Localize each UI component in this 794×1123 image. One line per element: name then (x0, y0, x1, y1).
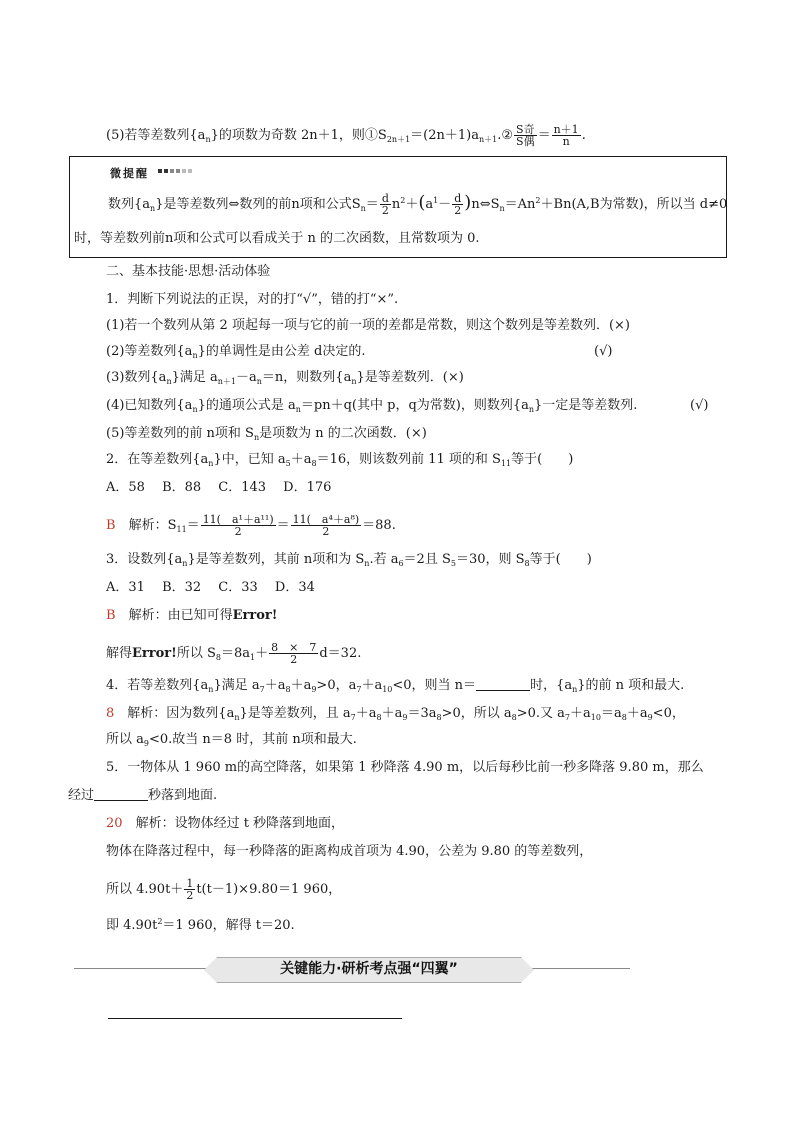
q4-solution-1: 8 解析：因为数列$\{a_n\}$是等差数列，且 $a_7+a_8+a_9=3a_8>0$，所以 $a_8>0$.又 $a_7+a_{10}=a_8+a_9<0$， (106, 706, 685, 722)
q4-stem: 4．若等差数列$\{a_n\}$满足 $a_7+a_8+a_9>0$，$a_7+a_{10}<0$，则当 n＝ 时，$\{a_n\}$的前 n 项和最大. (106, 678, 685, 694)
fraction-n1-n: $\frac{n+1}{n}$ (553, 123, 579, 148)
q2-solution: B 解析：$S_{11}=$ $\frac{\text{11( a¹＋a¹¹)}}{2}$ ＝ $\frac{\text{11( a⁴＋a⁸)}}{2}$ ＝88. (106, 513, 396, 538)
tip-box (69, 156, 727, 258)
section-heading: 二、基本技能·思想·活动体验 (106, 264, 271, 279)
fraction-d-over-2: $\frac{d}{2}$ (381, 192, 389, 217)
q4-solution-2: 所以 $a_9<0$.故当 n＝8 时，其前 n项和最大. (106, 732, 357, 748)
q3-solution-2: 解得Error!所以 $S_8=8a_1+$ $\frac{8 \times 7}{2}$ d＝32. (106, 641, 362, 666)
q1-item1: (1)若一个数列从第 2 项起每一项与它的前一项的差都是常数，则这个数列是等差数列．(×) (106, 318, 630, 333)
tip-line-2: 时，等差数列前n项和公式可以看成关于 n 的二次函数，且常数项为 0. (74, 231, 480, 246)
q5-solution-4: 即 $4.90t^2=1$ 960，解得 t＝20. (106, 917, 295, 933)
tip-line-1: 数列$\{a_n\}$是等差数列⇔数列的前n项和公式$S_n=$ $\frac{d}{2}$ $n^2+(a^1-$ $\frac{d}{2}$ )$n\Leftrightarrow S_n=An^2+Bn(A,B$为常数)，所以当 d≠0 (108, 192, 728, 217)
q3-stem: 3．设数列$\{a_n\}$是等差数列，其前 n项和为 $S_n$.若 $a_6=2$且 $S_5=30$，则 $S_8$等于( ) (106, 552, 592, 568)
footnote-rule (108, 1018, 402, 1019)
q5-answer-blank (94, 788, 148, 801)
fraction-q3: $\frac{8 \times 7}{2}$ (271, 641, 317, 666)
q3-answer: B (106, 608, 116, 623)
fraction-one-half: $\frac{1}{2}$ (186, 877, 194, 902)
q1-item3: (3)数列$\{a_n\}$满足 $a_{n+1}-a_n=n$，则数列$\{a_n\}$是等差数列．(×) (106, 370, 464, 386)
fraction-q2-a: $\frac{\text{11( a¹＋a¹¹)}}{2}$ (202, 513, 274, 538)
section-banner (74, 955, 630, 983)
banner-title: 关键能力·研析考点强“四翼” (280, 961, 458, 977)
tip-dots-decoration (158, 169, 192, 173)
q5-solution-3: 所以 4.90t＋ $\frac{1}{2}$ t(t－1)×9.80＝1 960， (106, 877, 342, 902)
q1-stem: 1．判断下列说法的正误，对的打“√”，错的打“×”. (106, 292, 399, 307)
q2-options: A．58 B．88 C．143 D．176 (106, 480, 332, 495)
fraction-d-over-2-b: $\frac{d}{2}$ (454, 192, 462, 217)
q3-solution-1: B 解析：由已知可得Error! (106, 608, 278, 623)
q5-solution-2: 物体在降落过程中，每一秒降落的距离构成首项为 4.90，公差为 9.80 的等差数列， (106, 844, 593, 859)
fraction-s-odd-even: $\frac{\text{S奇}}{\text{S偶}}$ (516, 123, 535, 148)
q1-item4-mark: (√) (690, 398, 709, 413)
item5-line: (5)若等差数列$\{a_n\}$的项数为奇数 2n＋1，则$①S_{2n+1}=(2n+1)a_{n+1}.②$ $\frac{\text{S奇}}{\text{S偶}}$ ＝ $\frac{n+1}{n}$ . (106, 123, 586, 148)
q1-item2: (2)等差数列$\{a_n\}$的单调性是由公差 d决定的. (106, 344, 366, 360)
q4-answer: 8 (106, 706, 115, 721)
fraction-q2-b: $\frac{\text{11( a⁴＋a⁸)}}{2}$ (292, 513, 360, 538)
tip-title: 微提醒 (110, 167, 149, 180)
q1-item5: (5)等差数列的前 n项和 $S_n$是项数为 n 的二次函数．(×) (106, 426, 427, 442)
q5-answer: 20 (106, 816, 123, 831)
q5-solution-1: 20 解析：设物体经过 t 秒降落到地面， (106, 816, 345, 831)
q2-answer: B (106, 518, 116, 533)
q5-stem-2: 经过 秒落到地面. (68, 788, 218, 803)
q1-item4: (4)已知数列$\{a_n\}$的通项公式是 $a_n=pn+q$(其中 p，q为常数)，则数列$\{a_n\}$一定是等差数列. (106, 398, 638, 414)
q4-answer-blank (476, 678, 530, 691)
q5-stem-1: 5．一物体从 1 960 m的高空降落，如果第 1 秒降落 4.90 m，以后每秒比前一秒多降落 9.80 m，那么 (106, 760, 704, 775)
q3-options: A．31 B．32 C．33 D．34 (106, 580, 315, 595)
q1-item2-mark: (√) (594, 344, 613, 359)
q2-stem: 2．在等差数列$\{a_n\}$中，已知 $a_5+a_8=16$，则该数列前 11 项的和 $S_{11}$等于( ) (106, 452, 574, 468)
